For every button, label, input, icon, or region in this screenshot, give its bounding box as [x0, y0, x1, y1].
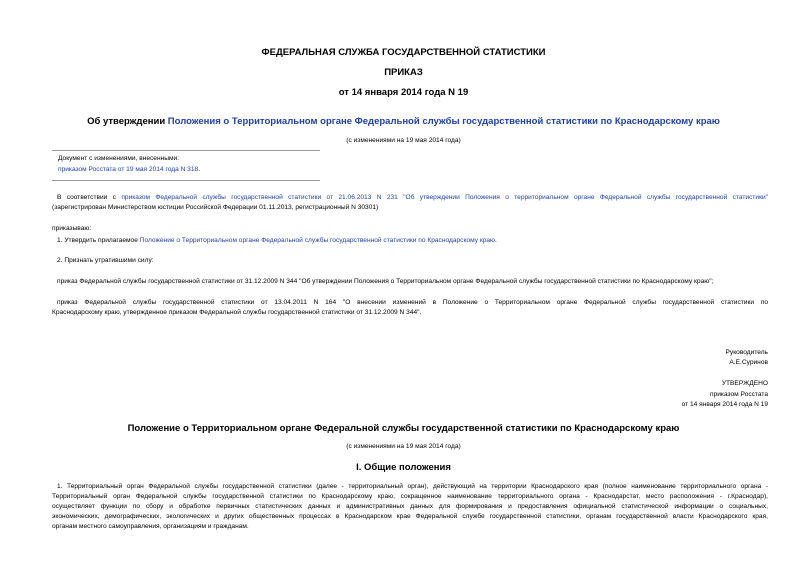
item-1-regulation-link[interactable]: Положение о Территориальном органе Федеральной службы государственной статистики по Краснодарскому краю [139, 237, 495, 244]
approval-date: от 14 января 2014 года N 19 [681, 401, 768, 408]
order-subject-prefix: Об утверждении [87, 116, 168, 127]
amend-order-link[interactable]: приказом Росстата от 19 мая 2014 года N 318 [58, 166, 199, 173]
section-heading: I. Общие положения [356, 462, 451, 473]
amend-box-bottom-divider [52, 180, 320, 181]
general-provisions-line4: экономических, демографических, экологических и других общественных процессах в Краснодарском крае Федеральной службе государственной статистики, органам государственной власти Краснодарского края, [52, 513, 768, 520]
item-1 [57, 236, 497, 245]
basis-paragraph-line1 [52, 193, 768, 202]
amend-box-suffix: . [198, 166, 201, 173]
amend-box-label: Документ с изменениями, внесенными: [58, 155, 180, 162]
amendment-note: (с изменениями на 19 мая 2014 года) [346, 137, 461, 144]
repeal-order-2-line2: Краснодарскому краю, утвержденное приказом Федеральной службы государственной статистики от 31.12.2009 N 344". [52, 309, 422, 316]
general-provisions-line3: осуществляет функции по сбору и обработке первичных статистических данных и административных данных для формирования и предоставления официальной статистической информации о социальных, [52, 503, 768, 510]
general-provisions-line1: 1. Территориальный орган Федеральной службы государственной статистики (далее - территориальный орган), действующий на территории Краснодарского края (полное наименование территориального органа - [57, 483, 768, 490]
doc-type-heading: ПРИКАЗ [384, 67, 423, 78]
basis-paragraph-line2: (зарегистрирован Министерством юстиции Российской Федерации 01.11.2013, регистрационный N 30301) [52, 204, 379, 211]
general-provisions-line5: органам местного самоуправления, организациям и гражданам. [52, 523, 249, 530]
item-1-prefix: 1. Утвердить прилагаемое [57, 237, 140, 244]
signatory-role: Руководитель [725, 349, 768, 356]
order-subject [0, 116, 807, 127]
item-2: 2. Признать утратившими силу: [57, 257, 154, 264]
regulation-title: Положение о Территориальном органе Федеральной службы государственной статистики по Краснодарскому краю [127, 423, 680, 434]
regulation-link[interactable]: Положения о Территориальном органе Федеральной службы государственной статистики по Краснодарскому краю [167, 116, 720, 127]
order-date-heading: от 14 января 2014 года N 19 [338, 87, 469, 98]
repeal-order-2-line1: приказ Федеральной службы государственной статистики от 13.04.2011 N 164 "О внесении изменений в Положение о Территориальном органе Федеральной службы государственной статистики по [57, 299, 768, 306]
regulation-amendment-note: (с изменениями на 19 мая 2014 года) [346, 443, 461, 450]
approval-label: УТВЕРЖДЕНО [721, 380, 768, 387]
approval-order: приказом Росстата [710, 391, 768, 398]
signatory-name: А.Е.Суринов [729, 359, 768, 366]
repeal-order-1: приказ Федеральной службы государственной статистики от 31.12.2009 N 344 "Об утверждении Положения о Территориальном органе Федеральной службы государственной статистики по Краснодарскому краю"; [57, 278, 714, 285]
amend-box-entry [58, 165, 200, 174]
item-1-suffix: . [495, 237, 497, 244]
general-provisions-line2: Территориальный орган Федеральной службы государственной статистики по Краснодарскому краю, сокращенное наименование территориального органа - Краснодарстат, место расположения - г.Краснодар), [52, 493, 768, 500]
orders-word: приказываю: [52, 225, 92, 232]
basis-order-link[interactable]: приказом Федеральной службы государственной статистики от 21.06.2013 N 231 "Об утверждении Положения о территориальном органе Федеральной службы государственной статистики" [121, 194, 768, 201]
basis-prefix: В соответствии с [57, 194, 122, 201]
agency-heading: ФЕДЕРАЛЬНАЯ СЛУЖБА ГОСУДАРСТВЕННОЙ СТАТИСТИКИ [261, 47, 546, 58]
amend-box-top-divider [52, 150, 320, 151]
